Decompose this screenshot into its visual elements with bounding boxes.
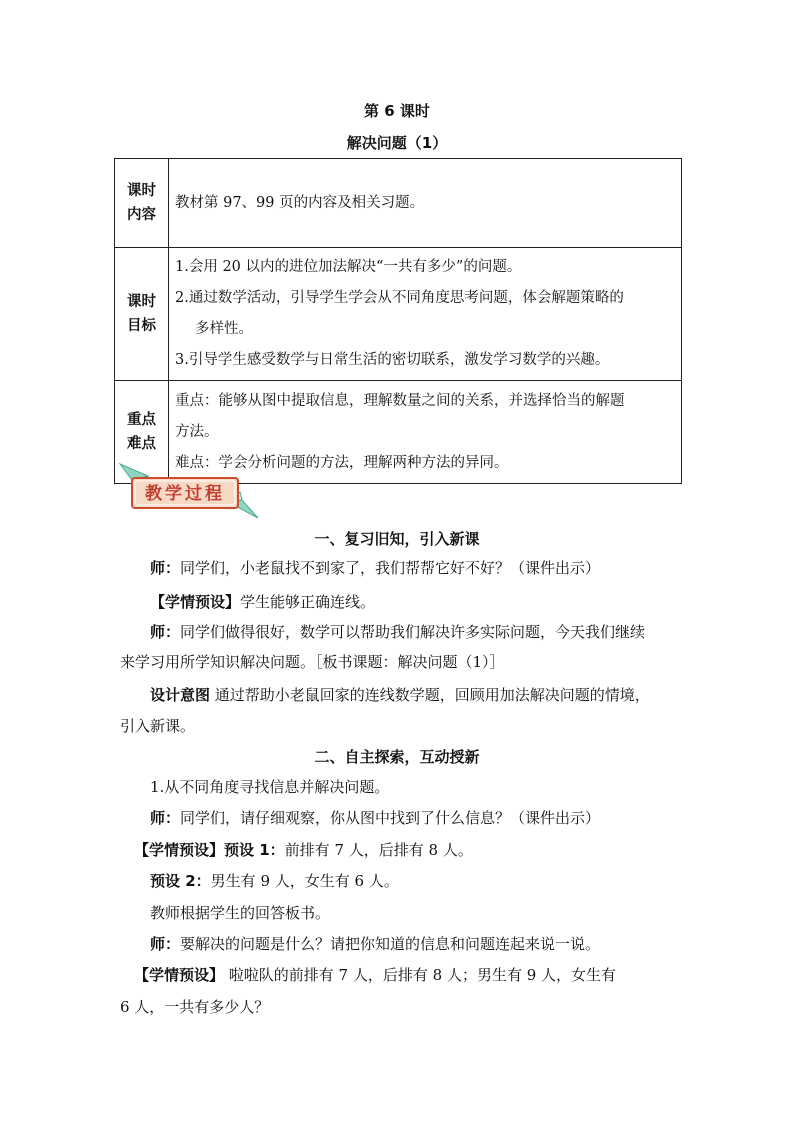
paragraph-text: 男生有 9 人，女生有 6 人。 [210, 872, 399, 890]
lesson-title: 解决问题（1） [346, 134, 448, 152]
paragraph: 1.从不同角度寻找信息并解决问题。 [150, 778, 390, 796]
row-label [115, 159, 169, 248]
lesson-number: 第 6 课时 [364, 102, 430, 120]
row-content [169, 248, 682, 381]
section-heading-1: 一、复习旧知，引入新课 [314, 530, 480, 548]
content-line: 重点：能够从图中提取信息，理解数量之间的关系，并选择恰当的解题 [175, 392, 625, 409]
speaker-label: 师： [150, 935, 181, 953]
content-line: 2.通过数学活动，引导学生学会从不同角度思考问题，体会解题策略的 [175, 290, 624, 306]
content-line: 教材第 97、99 页的内容及相关习题。 [175, 194, 425, 211]
paragraph: 教师根据学生的回答板书。 [150, 904, 331, 922]
section-heading-2: 二、自主探索，互动授新 [314, 748, 480, 766]
table-row [115, 248, 682, 381]
teaching-process-banner [118, 462, 260, 522]
label-line: 目标 [127, 318, 156, 334]
speaker-label: 师： [150, 559, 181, 577]
banner-text: 教学过程 [145, 484, 225, 504]
paragraph-continued: 来学习用所学知识解决问题。［板书课题：解决问题（1）］ [120, 653, 505, 671]
paragraph-continued: 6 人，一共有多少人？ [120, 998, 270, 1016]
lesson-info-table [114, 158, 682, 484]
paragraph-text: 同学们，请仔细观察，你从图中找到了什么信息？（课件出示） [180, 809, 601, 827]
paragraph [150, 590, 680, 614]
speaker-label: 师： [150, 623, 181, 641]
paragraph-text: 同学们，小老鼠找不到家了，我们帮帮它好不好？（课件出示） [180, 559, 601, 577]
paragraph [134, 963, 694, 987]
tag-label: 设计意图 [150, 686, 211, 704]
speaker-label: 师： [150, 809, 181, 827]
paragraph [150, 683, 680, 707]
paragraph [150, 806, 680, 830]
paragraph [150, 620, 680, 644]
content-line: 3.引导学生感受数学与日常生活的密切联系，激发学习数学的兴趣。 [175, 352, 610, 368]
paragraph-text: 前排有 7 人，后排有 8 人。 [284, 841, 473, 859]
paragraph-continued: 引入新课。 [120, 717, 196, 735]
paragraph-text: 同学们做得很好，数学可以帮助我们解决许多实际问题，今天我们继续 [180, 623, 646, 641]
paragraph-text: 通过帮助小老鼠回家的连线数学题，回顾用加法解决问题的情境， [214, 686, 650, 704]
paragraph-text: 学生能够正确连线。 [240, 593, 376, 611]
content-line: 1.会用 20 以内的进位加法解决“一共有多少”的问题。 [175, 259, 522, 275]
paragraph [150, 869, 680, 893]
content-line: 多样性。 [195, 321, 253, 337]
row-content [169, 159, 682, 248]
label-line: 难点 [127, 436, 156, 452]
table-row [115, 159, 682, 248]
label-line: 重点 [127, 412, 156, 428]
tag-label: 【学情预设】 [150, 593, 241, 611]
tag-label: 【学情预设】 [134, 966, 225, 984]
row-label [115, 248, 169, 381]
tag-label: 【学情预设】预设 1： [134, 841, 285, 859]
paragraph-text: 要解决的问题是什么？请把你知道的信息和问题连起来说一说。 [180, 935, 601, 953]
label-line: 课时 [127, 294, 156, 310]
label-line: 内容 [127, 207, 156, 223]
paragraph [150, 932, 680, 956]
paragraph-text: 啦啦队的前排有 7 人，后排有 8 人；男生有 9 人，女生有 [224, 966, 617, 984]
paragraph [134, 838, 694, 862]
content-line: 方法。 [175, 423, 219, 440]
label-line: 课时 [127, 183, 156, 199]
tag-label: 预设 2： [150, 872, 211, 890]
paragraph [150, 556, 680, 580]
content-line: 难点：学会分析问题的方法，理解两种方法的异同。 [175, 454, 509, 471]
